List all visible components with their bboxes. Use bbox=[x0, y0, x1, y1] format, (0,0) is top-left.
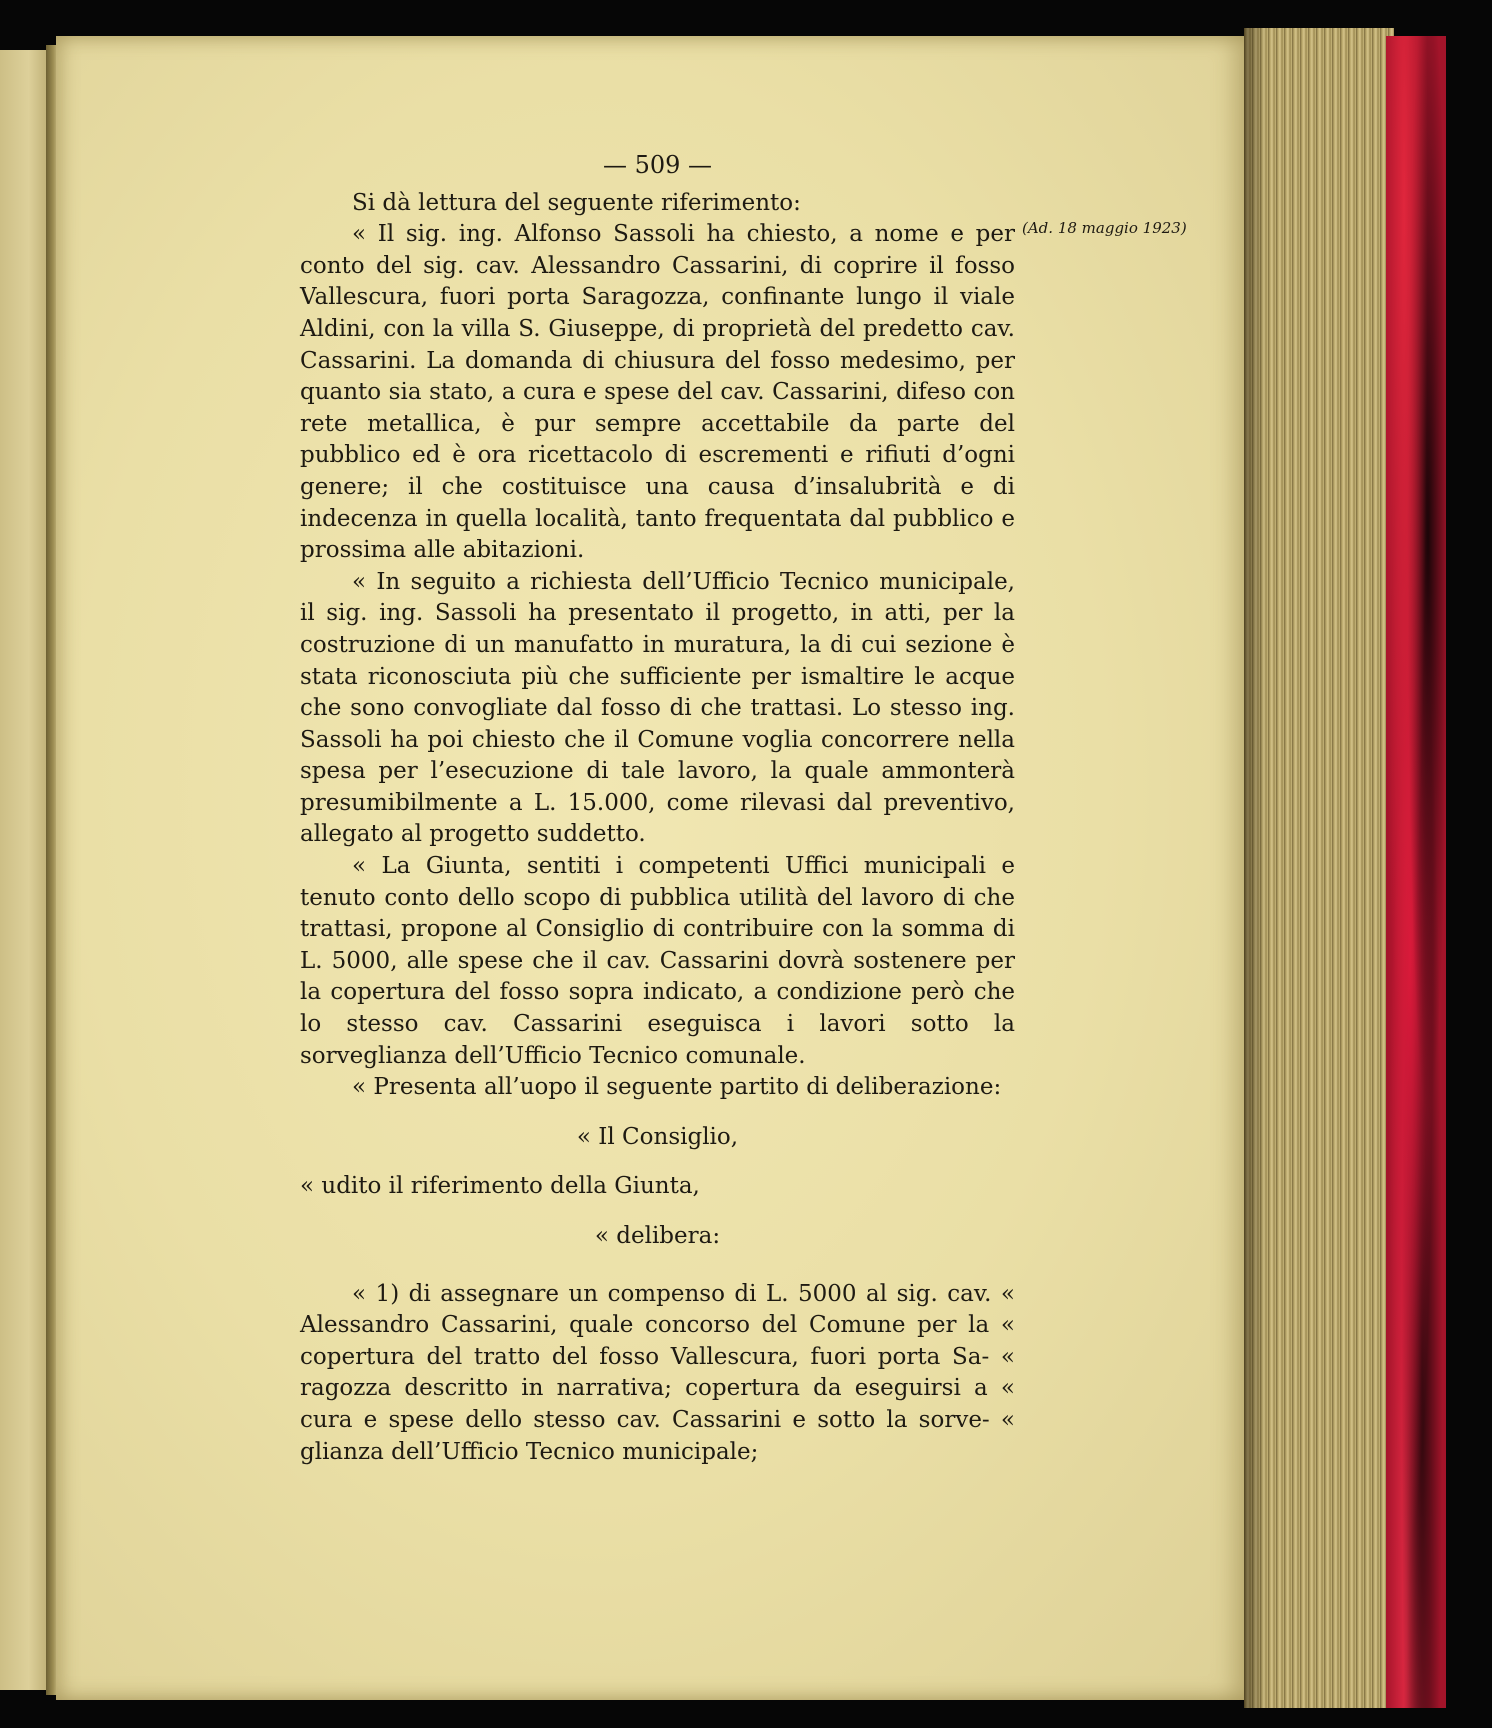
motion-recital: « udito il riferimento della Giunta, bbox=[300, 1173, 700, 1200]
motion-heading: « Il Consiglio, bbox=[576, 1123, 739, 1150]
motion-item-1: « 1) di assegnare un compenso di L. 5000 al sig. cav. « Alessandro Cassarini, quale concorso del Comune per la « copertura del tratto del fosso Vallescura, fuori porta Sa- « ragozza descritto in narrativa; copertura da eseguirsi a « cura e spese dello stesso cav. Cassarini e sotto la sorve- « glianza dell’Ufficio Tecnico municipale; bbox=[300, 1280, 1015, 1465]
marbled-cover bbox=[1386, 36, 1446, 1708]
margin-date-note: (Ad. 18 maggio 1923) bbox=[1022, 219, 1187, 237]
paragraph-proposal: « Presenta all’uopo il seguente partito di deliberazione: bbox=[352, 1074, 1002, 1101]
paragraph-project: « In seguito a richiesta dell’Ufficio Tecnico municipale, il sig. ing. Sassoli ha presentato il progetto, in atti, per la costruzione di un manufatto in muratura, la di cui sezione è stata riconosciuta più che sufficiente per ismaltire le acque che sono convogliate dal fosso di che trattasi. Lo stesso ing. Sassoli ha poi chiesto che il Comune voglia concorrere nella spesa per l’esecuzione di tale lavoro, la quale ammonterà presumibilmente a L. 15.000, come rilevasi dal preventivo, allegato al progetto suddetto. bbox=[300, 568, 1015, 848]
page-block-edges bbox=[1244, 28, 1394, 1708]
paragraph-request: « Il sig. ing. Alfonso Sassoli ha chiesto, a nome e per conto del sig. cav. Alessandro Cassarini, di coprire il fosso Vallescura, fuori porta Saragozza, confinante lungo il viale Aldini, con la villa S. Giuseppe, di proprietà del predetto cav. Cassarini. La domanda di chiusura del fosso medesimo, per quanto sia stato, a cura e spese del cav. Cassarini, difeso con rete metallica, è pur sempre accettabile da parte del pubblico ed è ora ricettacolo di escrementi e rifiuti d’ogni genere; il che costituisce una causa d’insalubrità e di indecenza in quella località, tanto frequentata dal pubblico e prossima alle abitazioni. bbox=[300, 221, 1015, 564]
edge-shadow bbox=[1244, 28, 1266, 1708]
previous-page-edge bbox=[0, 50, 52, 1690]
paragraph-giunta: « La Giunta, sentiti i competenti Uffici municipali e tenuto conto dello scopo di pubblica utilità del lavoro di che trattasi, propone al Consiglio di contribuire con la somma di L. 5000, alle spese che il cav. Cassarini dovrà sostenere per la copertura del fosso sopra indicato, a condizione però che lo stesso cav. Cassarini eseguisca i lavori sotto la sorveglianza dell’Ufficio Tecnico comunale. bbox=[300, 853, 1015, 1069]
page-text bbox=[300, 150, 1015, 1468]
motion-verb: « delibera: bbox=[594, 1223, 721, 1249]
page-number: — 509 — bbox=[602, 151, 713, 179]
paragraph-intro: Si dà lettura del seguente riferimento: bbox=[352, 189, 801, 216]
